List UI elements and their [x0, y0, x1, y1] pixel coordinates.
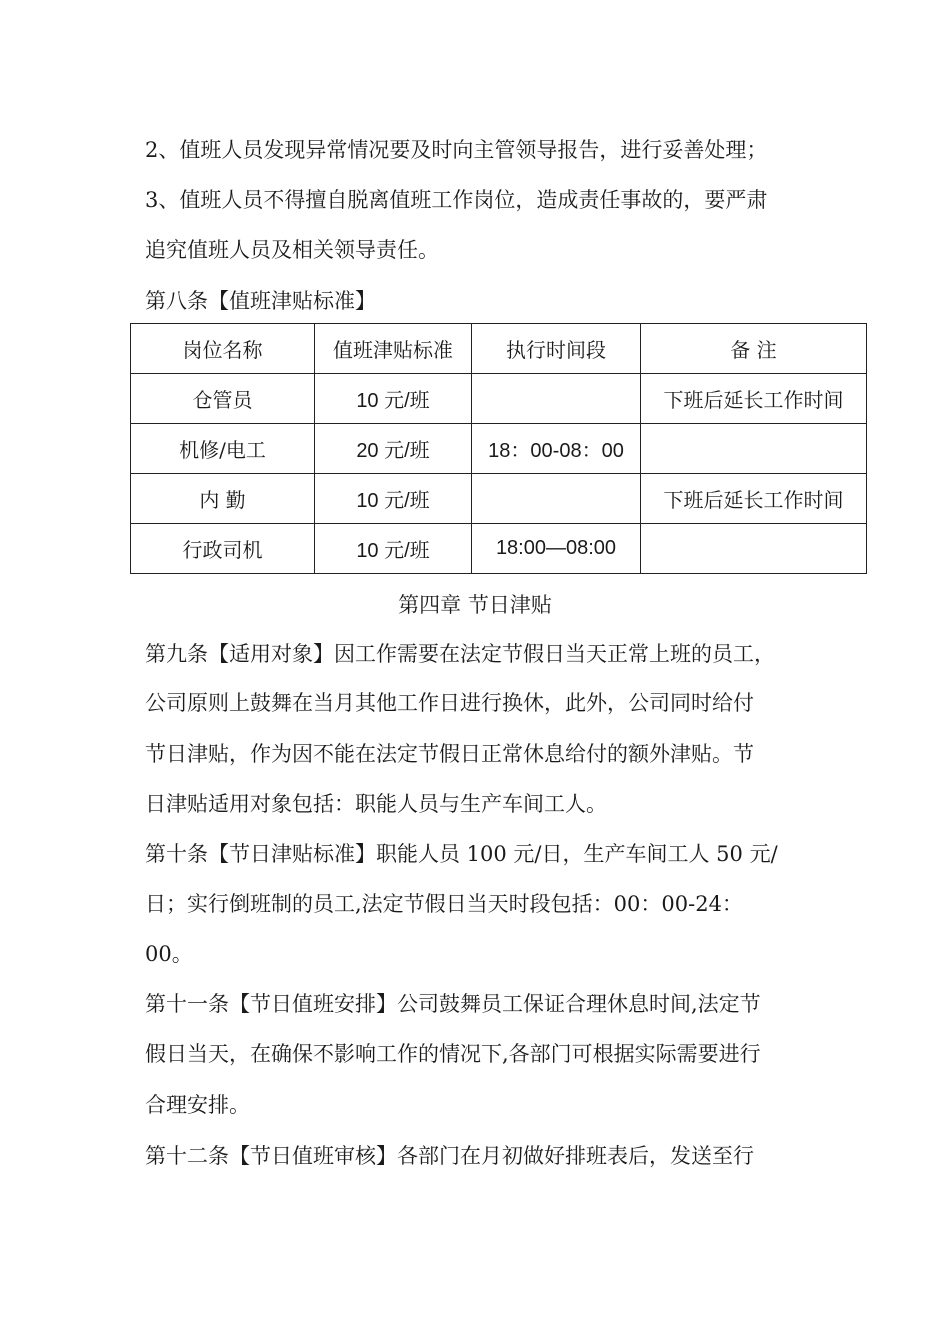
cell-remarks	[641, 524, 867, 574]
cell-allowance: 10 元/班	[315, 474, 472, 524]
header-remarks: 备 注	[641, 324, 867, 374]
paragraph-line: 第十条【节日津贴标准】职能人员 100 元/日，生产车间工人 50 元/	[145, 842, 778, 866]
cell-position: 仓管员	[131, 374, 315, 424]
cell-time-period	[472, 474, 641, 524]
header-time-period: 执行时间段	[472, 324, 641, 374]
cell-allowance: 10 元/班	[315, 374, 472, 424]
article-heading: 第八条【值班津贴标准】	[145, 289, 376, 313]
table-row	[131, 474, 867, 524]
paragraph-line: 合理安排。	[145, 1093, 250, 1117]
paragraph-line: 00。	[145, 942, 193, 966]
table-row	[131, 524, 867, 574]
cell-allowance: 10 元/班	[315, 524, 472, 574]
chapter-title: 第四章 节日津贴	[398, 593, 552, 617]
paragraph-line: 日津贴适用对象包括：职能人员与生产车间工人。	[145, 792, 607, 816]
table-row	[131, 374, 867, 424]
header-allowance: 值班津贴标准	[315, 324, 472, 374]
paragraph-line: 公司原则上鼓舞在当月其他工作日进行换休，此外，公司同时给付	[145, 691, 754, 715]
paragraph-line: 3、值班人员不得擅自脱离值班工作岗位，造成责任事故的，要严肃	[145, 188, 768, 212]
cell-time-period: 18：00-08：00	[472, 424, 641, 474]
paragraph-line: 节日津贴，作为因不能在法定节假日正常休息给付的额外津贴。节	[145, 742, 754, 766]
paragraph-line: 日；实行倒班制的员工,法定节假日当天时段包括：00：00-24：	[145, 892, 743, 916]
cell-position: 内 勤	[131, 474, 315, 524]
table-header-row	[131, 324, 867, 374]
paragraph-line: 第十一条【节日值班安排】公司鼓舞员工保证合理休息时间,法定节	[145, 992, 761, 1016]
cell-allowance: 20 元/班	[315, 424, 472, 474]
cell-remarks: 下班后延长工作时间	[641, 474, 867, 524]
duty-allowance-table	[130, 323, 867, 574]
table-row	[131, 424, 867, 474]
cell-remarks	[641, 424, 867, 474]
cell-position: 机修/电工	[131, 424, 315, 474]
paragraph-line: 追究值班人员及相关领导责任。	[145, 238, 439, 262]
paragraph-line: 第九条【适用对象】因工作需要在法定节假日当天正常上班的员工，	[145, 642, 775, 666]
cell-position: 行政司机	[131, 524, 315, 574]
cell-time-period: 18:00—08:00	[472, 524, 641, 574]
paragraph-line: 假日当天，在确保不影响工作的情况下,各部门可根据实际需要进行	[145, 1042, 761, 1066]
cell-remarks: 下班后延长工作时间	[641, 374, 867, 424]
header-position: 岗位名称	[131, 324, 315, 374]
paragraph-line: 2、值班人员发现异常情况要及时向主管领导报告，进行妥善处理；	[145, 138, 768, 162]
cell-time-period	[472, 374, 641, 424]
paragraph-line: 第十二条【节日值班审核】各部门在月初做好排班表后，发送至行	[145, 1144, 754, 1168]
